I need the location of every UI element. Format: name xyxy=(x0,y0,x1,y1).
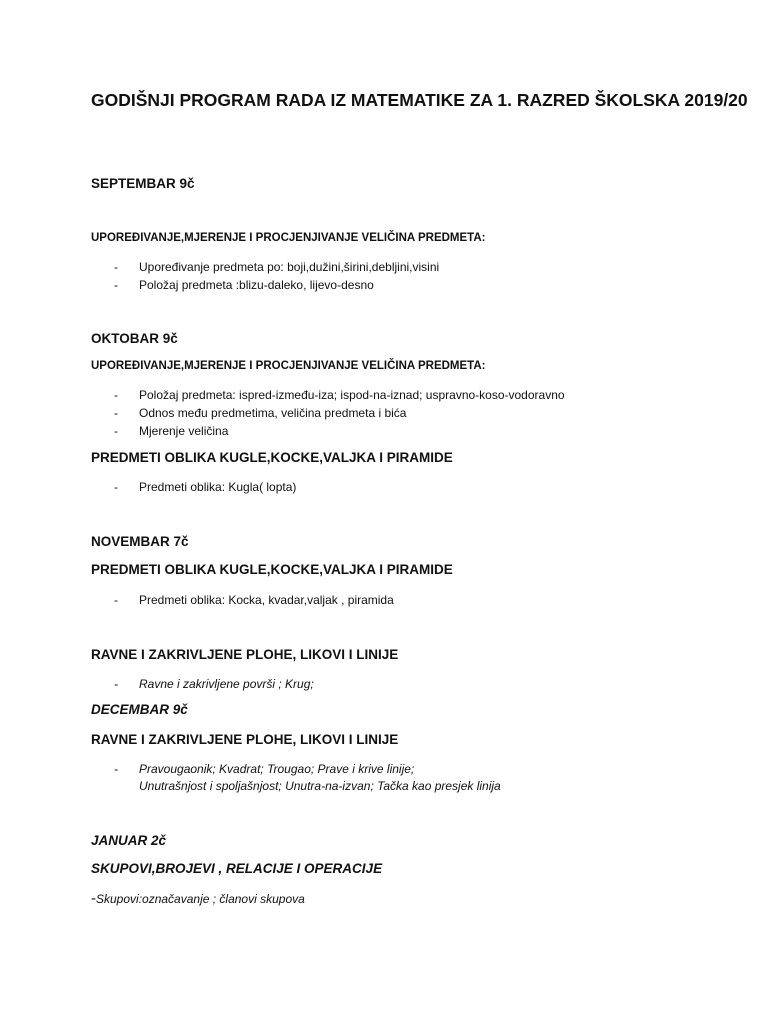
list-item: - Predmeti oblika: Kugla( lopta) xyxy=(91,478,296,496)
month-heading-december: DECEMBAR 9č xyxy=(91,702,188,717)
month-heading-september: SEPTEMBAR 9č xyxy=(91,176,195,191)
topic-heading: PREDMETI OBLIKA KUGLE,KOCKE,VALJKA I PIRAMIDE xyxy=(91,562,453,577)
month-heading-october: OKTOBAR 9č xyxy=(91,331,178,346)
list-item: - Ravne i zakrivljene površi ; Krug; xyxy=(91,675,314,693)
list-item: Unutrašnjost i spoljašnjost; Unutra-na-izvan; Tačka kao presjek linija xyxy=(139,779,501,793)
list-item: - Predmeti oblika: Kocka, kvadar,valjak , piramida xyxy=(91,591,394,609)
topic-heading: UPOREĐIVANJE,MJERENJE I PROCJENJIVANJE VELIČINA PREDMETA: xyxy=(91,232,486,244)
document-title: GODIŠNJI PROGRAM RADA IZ MATEMATIKE ZA 1. RAZRED ŠKOLSKA 2019/20 xyxy=(91,90,748,110)
bullet-list xyxy=(91,760,414,778)
bullet-list xyxy=(91,478,296,496)
bullet-list-continuation xyxy=(91,777,501,795)
month-heading-november: NOVEMBAR 7č xyxy=(91,534,189,549)
list-item: - Upoređivanje predmeta po: boji,dužini,širini,debljini,visini xyxy=(91,258,439,276)
dash-marker: - xyxy=(91,890,96,907)
list-item-text: Skupovi:označavanje ; članovi skupova xyxy=(96,892,305,906)
list-item: - Pravougaonik; Kvadrat; Trougao; Prave i krive linije; xyxy=(91,760,414,778)
list-item: - Položaj predmeta :blizu-daleko, lijevo-desno xyxy=(91,276,439,294)
bullet-list xyxy=(91,386,565,440)
topic-heading: RAVNE I ZAKRIVLJENE PLOHE, LIKOVI I LINIJE xyxy=(91,732,399,747)
list-item xyxy=(91,890,305,907)
topic-heading: RAVNE I ZAKRIVLJENE PLOHE, LIKOVI I LINIJE xyxy=(91,647,399,662)
bullet-list xyxy=(91,591,394,609)
bullet-list xyxy=(91,675,314,693)
list-item: - Mjerenje veličina xyxy=(91,422,565,440)
list-item: - Položaj predmeta: ispred-između-iza; ispod-na-iznad; uspravno-koso-vodoravno xyxy=(91,386,565,404)
topic-heading: UPOREĐIVANJE,MJERENJE I PROCJENJIVANJE VELIČINA PREDMETA: xyxy=(91,360,486,372)
list-item: - Odnos među predmetima, veličina predmeta i bića xyxy=(91,404,565,422)
bullet-list xyxy=(91,258,439,294)
topic-heading: PREDMETI OBLIKA KUGLE,KOCKE,VALJKA I PIRAMIDE xyxy=(91,450,453,465)
topic-heading: SKUPOVI,BROJEVI , RELACIJE I OPERACIJE xyxy=(91,861,383,876)
month-heading-january: JANUAR 2č xyxy=(91,833,167,848)
